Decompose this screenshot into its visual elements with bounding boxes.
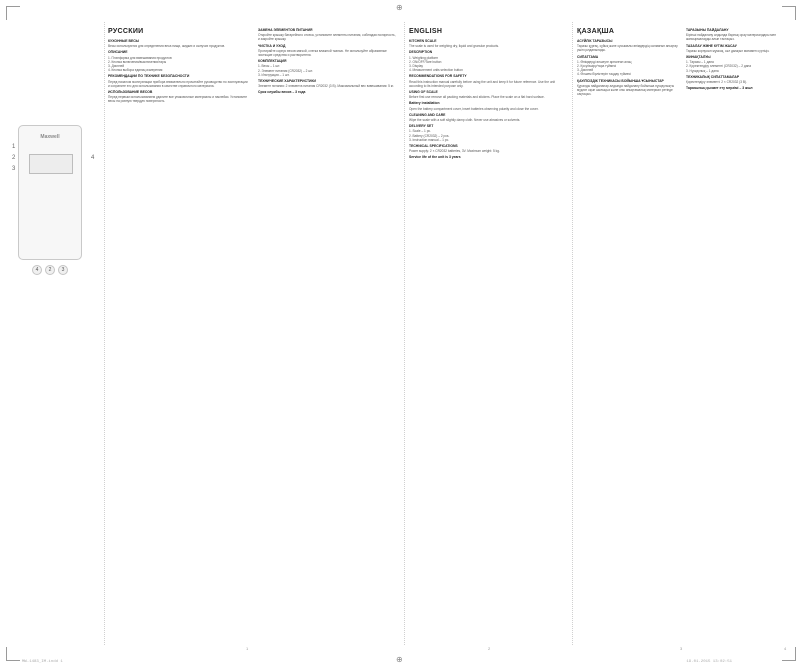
section-heading: ТЕХНИЧЕСКИЕ ХАРАКТЕРИСТИКИ [258, 79, 316, 84]
section-english [409, 28, 569, 638]
description-list [409, 56, 569, 73]
registration-mark-top: ⊕ [396, 3, 403, 12]
registration-mark-bottom: ⊕ [396, 655, 403, 664]
button-callouts [32, 265, 68, 275]
slug-timestamp: 19.01.2015 13:02:51 [686, 660, 732, 664]
list-item: 3. Дисплей [108, 64, 125, 69]
list-item: 2. Элемент питания (CR2032) – 2 шт. [258, 68, 313, 73]
callout-label: 2 [12, 155, 16, 161]
page-number: 3 [680, 646, 683, 651]
list-item: 3. Дисплей [577, 68, 594, 73]
section-russian [108, 28, 398, 638]
delivery-list [409, 129, 569, 142]
body-text: Құралды пайдаланар алдында пайдалану бойынша нұсқаулықты мұқият оқып шығыңыз және оны анықтамалық материал ретінде сақтаңыз. [577, 83, 675, 97]
list-item: 4. Кнопка выбора единиц измерения [108, 68, 163, 73]
section-heading: РЕКОМЕНДАЦИИ ПО ТЕХНИКЕ БЕЗОПАСНОСТИ [108, 74, 190, 79]
list-item: 3. Инструкция – 1 шт. [258, 72, 290, 77]
section-heading: ЧИСТКА И УХОД [258, 43, 286, 48]
list-item: 3. Instruction manual – 1 pc. [409, 137, 450, 142]
language-heading: РУССКИЙ [108, 28, 144, 35]
list-item: 1. Scale – 1 pc. [409, 129, 431, 134]
service-life: Таразының қызмет ету мерзімі – 3 жыл [686, 86, 753, 91]
display-illustration [29, 154, 73, 174]
section-heading: КОМПЛЕКТАЦИЯ [258, 59, 287, 64]
list-item: 1. Платформа для взвешивания продуктов [108, 55, 172, 60]
list-item: 1. Весы – 1 шт. [258, 64, 281, 69]
body-text: Before first use remove all packing materials and stickers. Place the scale on a flat hard surface. [409, 95, 545, 100]
list-item: 2. Кнопка включения/выключения/тары [108, 59, 167, 64]
section-heading: СИПАТТАМА [577, 54, 599, 59]
service-life: Service life of the unit is 3 years [409, 155, 461, 160]
language-heading: ҚАЗАҚША [577, 28, 615, 35]
callout-label: 4 [91, 155, 95, 161]
product-title: KITCHEN SCALE [409, 39, 437, 43]
body-text: Қоректендіру элементі: 2 × CR2032 (3 В). [686, 80, 747, 85]
callout-label: 1 [12, 144, 16, 150]
crop-mark-bottom-left [6, 647, 20, 661]
delivery-list [686, 60, 787, 73]
delivery-list [258, 64, 398, 77]
intro-text: Весы используются для определения веса пищи, жидких и сыпучих продуктов. [108, 44, 226, 49]
language-heading: ENGLISH [409, 28, 443, 35]
section-heading: ТЕХНИКАЛЫҚ СИПАТТАМАЛАР [686, 74, 740, 79]
body-text: Таразы корпусын жұмсақ, сәл дымқыл матамен сүртіңіз. [686, 48, 770, 53]
crop-mark-top-left [6, 6, 20, 20]
page-number: 2 [488, 646, 491, 651]
intro-text: The scale is used for weighing dry, liquid and granular products. [409, 44, 499, 49]
body-text: Power supply: 2 × CR2032 batteries, 3V. Maximum weight: 5 kg. [409, 149, 500, 154]
section-heading: ЖИНАҚТАЛУЫ [686, 55, 711, 60]
section-heading: Battery installation [409, 101, 440, 106]
body-text: Протирайте корпус весов мягкой, слегка влажной тканью. Не используйте абразивные чистящие средства и растворители. [258, 48, 387, 58]
section-heading: USING OF SCALE [409, 90, 438, 95]
section-heading: RECOMMENDATIONS FOR SAFETY [409, 74, 467, 79]
body-text: Перед началом эксплуатации прибора внимательно прочитайте руководство по эксплуатации и сохраните его для использования в качестве справочного материала. [108, 79, 248, 88]
callout-label: 3 [12, 166, 16, 172]
list-item: 2. ON/OFF/Tare button [409, 59, 442, 64]
body-text: Read this instruction manual carefully before using the unit and keep it for future reference. Use the unit according to its intended purpose only. [409, 79, 555, 88]
list-item: 3. Нұсқаулық – 1 дана [686, 68, 719, 73]
button-callout: 2 [45, 265, 55, 275]
list-item: 2. Қоректендіру элементі (CR2032) – 2 дана [686, 64, 752, 69]
list-item: 4. Өлшем бірліктерін таңдау түймесі [577, 72, 631, 77]
body-text: Перед первым использованием удалите все упаковочные материалы и наклейки. Установите весы на ровную твердую поверхность. [108, 95, 247, 104]
page-number: 4 [784, 646, 787, 651]
button-callout: 4 [32, 265, 42, 275]
section-heading: CLEANING AND CARE [409, 112, 446, 117]
slug-filename: MW-1483_IM.indd 1 [22, 660, 63, 664]
page-number: 1 [246, 646, 249, 651]
section-kazakh [577, 28, 787, 638]
section-heading: ТАЗАЛАУ ЖӘНЕ КҮТІМ ЖАСАУ [686, 43, 737, 48]
list-item: 1. Таразы – 1 дана [686, 60, 714, 65]
section-heading: DESCRIPTION [409, 50, 433, 55]
section-heading: ҚАУІПСІЗДІК ТЕХНИКАСЫ БОЙЫНША ҰСЫНЫСТАР [577, 78, 664, 83]
brand-logo: Maxwell [40, 134, 60, 140]
list-item: 1. Weighing platform [409, 55, 439, 60]
description-list [577, 60, 678, 77]
body-text: Элемент питания: 2 элемента питания CR2032 (3 В). Максимальный вес взвешивания: 5 кг. [258, 84, 394, 89]
product-title: КУХОННЫЕ ВЕСЫ [108, 39, 139, 43]
fold-line [572, 22, 573, 645]
section-heading: DELIVERY SET [409, 124, 434, 129]
intro-text: Таразы құрғақ, сұйық және сусымалы өнімдердің салмағын анықтау үшін қолданылады. [577, 44, 678, 53]
list-item: 2. Battery (CR2032) – 2 pcs. [409, 133, 450, 138]
list-item: 1. Өнімдерді өлшеуге арналған алаң [577, 59, 632, 64]
description-list [108, 56, 248, 73]
body-text: Wipe the scale with a soft slightly damp cloth. Never use abrasives or solvents. [409, 118, 521, 123]
list-item: 4. Measurement units selection button [409, 68, 463, 73]
product-title: АСҮЙЛІК ТАРАЗЫСЫ [577, 39, 613, 43]
section-heading: ОПИСАНИЕ [108, 50, 128, 55]
fold-line [404, 22, 405, 645]
section-heading: TECHNICAL SPECIFICATIONS [409, 144, 458, 149]
button-callout: 3 [58, 265, 68, 275]
body-text: Откройте крышку батарейного отсека, установите элементы питания, соблюдая полярность, и закройте крышку. [258, 33, 396, 42]
section-heading: ИСПОЛЬЗОВАНИЕ ВЕСОВ [108, 90, 153, 95]
crop-mark-top-right [782, 6, 796, 20]
body-text: Бірінші пайдалану алдында барлық орау материалдары мен жапсырмаларды алып тастаңыз. [686, 33, 777, 42]
service-life: Срок службы весов – 3 года [258, 90, 306, 95]
list-item: 2. Қосу/өшіру/тара түймесі [577, 64, 617, 69]
scale-illustration [18, 125, 82, 260]
fold-line [104, 22, 105, 645]
list-item: 3. Display [409, 64, 423, 69]
section-heading: ЗАМЕНА ЭЛЕМЕНТОВ ПИТАНИЯ [258, 28, 313, 32]
section-heading: ТАРАЗЫНЫ ПАЙДАЛАНУ [686, 28, 729, 32]
body-text: Open the battery compartment cover, insert batteries observing polarity and close the cover. [409, 106, 539, 111]
